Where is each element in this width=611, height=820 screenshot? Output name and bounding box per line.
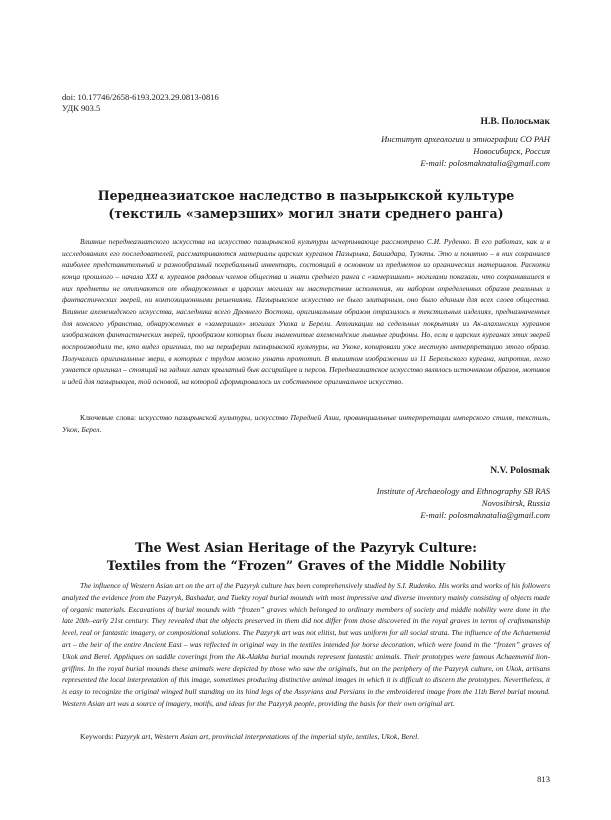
article-meta (62, 92, 219, 114)
title-en-line2: Textiles from the “Frozen” Graves of the Middle Nobility (106, 558, 506, 573)
city-ru: Новосибирск, Россия (473, 146, 550, 156)
affiliation-en (377, 485, 550, 521)
institute-ru: Институт археологии и этнографии СО РАН (381, 134, 550, 144)
keywords-en-list: Pazyryk art, Western Asian art, provincial interpretations of the imperial style, textiles, Ukok, Berel. (115, 732, 420, 741)
keywords-ru-label: Ключевые слова: (80, 413, 137, 422)
abstract-en: The influence of Western Asian art on the art of the Pazyryk culture has been comprehensively studied by S.I. Rudenko. His works and works of his followers analyzed the evidence from the Pazyryk, Bashadar, and Tuekty royal burial mounds with most impressive and diverse inventory mainly consisting of objects made of organic materials. Excavations of burial mounds with “frozen” graves which belonged to ordinary members of society and middle nobility were done in the late 20th–early 21st century. They revealed that the objects preserved in them did not differ from those discovered in the royal graves in terms of craftsmanship level, real or fantastic imagery, or compositional solutions. The Pazyryk art was not elitist, but was uniform for all social strata. The influence of the Achaemenid art – the heir of the entire Ancient East – was reflected in original way in the textiles intended for horse decoration, which were found in the “frozen” graves of Ukok and Berel. Appliques on saddle coverings from the Ak-Alakha burial mounds represent fantastic animals. Their prototypes were famous Achaemenid lion-griffins. In the royal burial mounds these animals were depicted by those who saw the originals, but on the periphery of the Pazyryk culture, on Ukok, artisans represented the local interpretation of this image, sometimes producing distinctive animal images in which it is difficult to discern the prototypes. Nevertheless, it is easy to recognize the original winged bull standing on its hind legs of the Assyrians and Persians in the embroidered image from the 11th Berel burial mound. Western Asian art was a source of imagery, motifs, and ideas for the Pazyryk people, providing the basis for their own original art. (62, 581, 551, 708)
author-en: N.V. Polosmak (490, 465, 550, 476)
udc-code: УДК 903.5 (62, 103, 101, 113)
keywords-en-label: Keywords: (80, 732, 114, 741)
title-ru-line2: (текстиль «замерзших» могил знати среднего ранга) (108, 206, 504, 221)
keywords-en (62, 731, 550, 743)
email-ru[interactable]: E-mail: polosmaknatalia@gmail.com (420, 158, 550, 168)
keywords-ru (62, 412, 550, 435)
author-ru: Н.В. Полосьмак (480, 116, 550, 127)
keywords-ru-list: искусство пазырыкской культуры, искусство Передней Азии, провинциальные интерпретации имперского стиля, текстиль, Укок, Берел. (62, 413, 551, 434)
city-en: Novosibirsk, Russia (481, 498, 550, 508)
email-en[interactable]: E-mail: polosmaknatalia@gmail.com (420, 510, 550, 520)
abstract-ru: Влияние переднеазиатского искусства на искусство пазырыкской культуры исчерпывающе рассмотрено С.И. Руденко. В его работах, как и в исследованиях его последователей, рассматриваются материалы царских курганов Пазырыка, Башадара, Туэкты. Это и понятно – в них сохранился наиболее представительный и разнообразный погребальный инвентарь, состоящий в основном из предметов из органических материалов. Раскопки конца прошлого – начала XXI в. курганов рядовых членов общества и знати среднего ранга с «замерзшими» могилами показали, что сохранившиеся в них предметы не отличаются от обнаруженных в царских могилах ни мастерством исполнения, ни набором определенных образов реальных и фантастических зверей, ни композиционными решениями. Пазырыкское искусство не было элитарным, оно было единым для всех слоев общества. Влияние ахеменидского искусства, наследника всего Древнего Востока, оригинальным образом отразилось в текстильных изделиях, предназначенных для конского убранства, обнаруженных в «замерзших» могилах Укока и Берели. Аппликации на седельных покрытиях из Ак-алахинских курганов изображают фантастических зверей, прообразом которых были знаменитые ахеменидские львиные грифоны. Но, если в царских курганах этих зверей воспроизводили те, кто видел оригинал, то на периферии пазырыкской культуры, на Укоке, копировали уже местную интерпретацию этого образа. Получались оригинальные звери, в которых с трудом можно узнать прототип. В вышитом изображении из 11 Берельского кургана, напротив, легко узнается оригинал – стоящий на задних лапах крылатый бык ассирийцев и персов. Переднеазиатское искусство являлось источником образов, мотивов и идей для пазырыкцев, той основой, на которой сформировалось их собственное оригинальное искусство. (62, 237, 550, 386)
page-number: 813 (537, 774, 550, 784)
title-en (62, 539, 550, 575)
affiliation-ru (381, 133, 550, 169)
title-ru-line1: Переднеазиатское наследство в пазырыкской культуре (97, 188, 515, 203)
institute-en: Institute of Archaeology and Ethnography SB RAS (376, 486, 550, 496)
title-en-line1: The West Asian Heritage of the Pazyryk Culture: (135, 540, 477, 555)
title-ru (62, 187, 550, 223)
doi[interactable]: doi: 10.17746/2658-6193.2023.29.0813-0816 (62, 92, 219, 102)
